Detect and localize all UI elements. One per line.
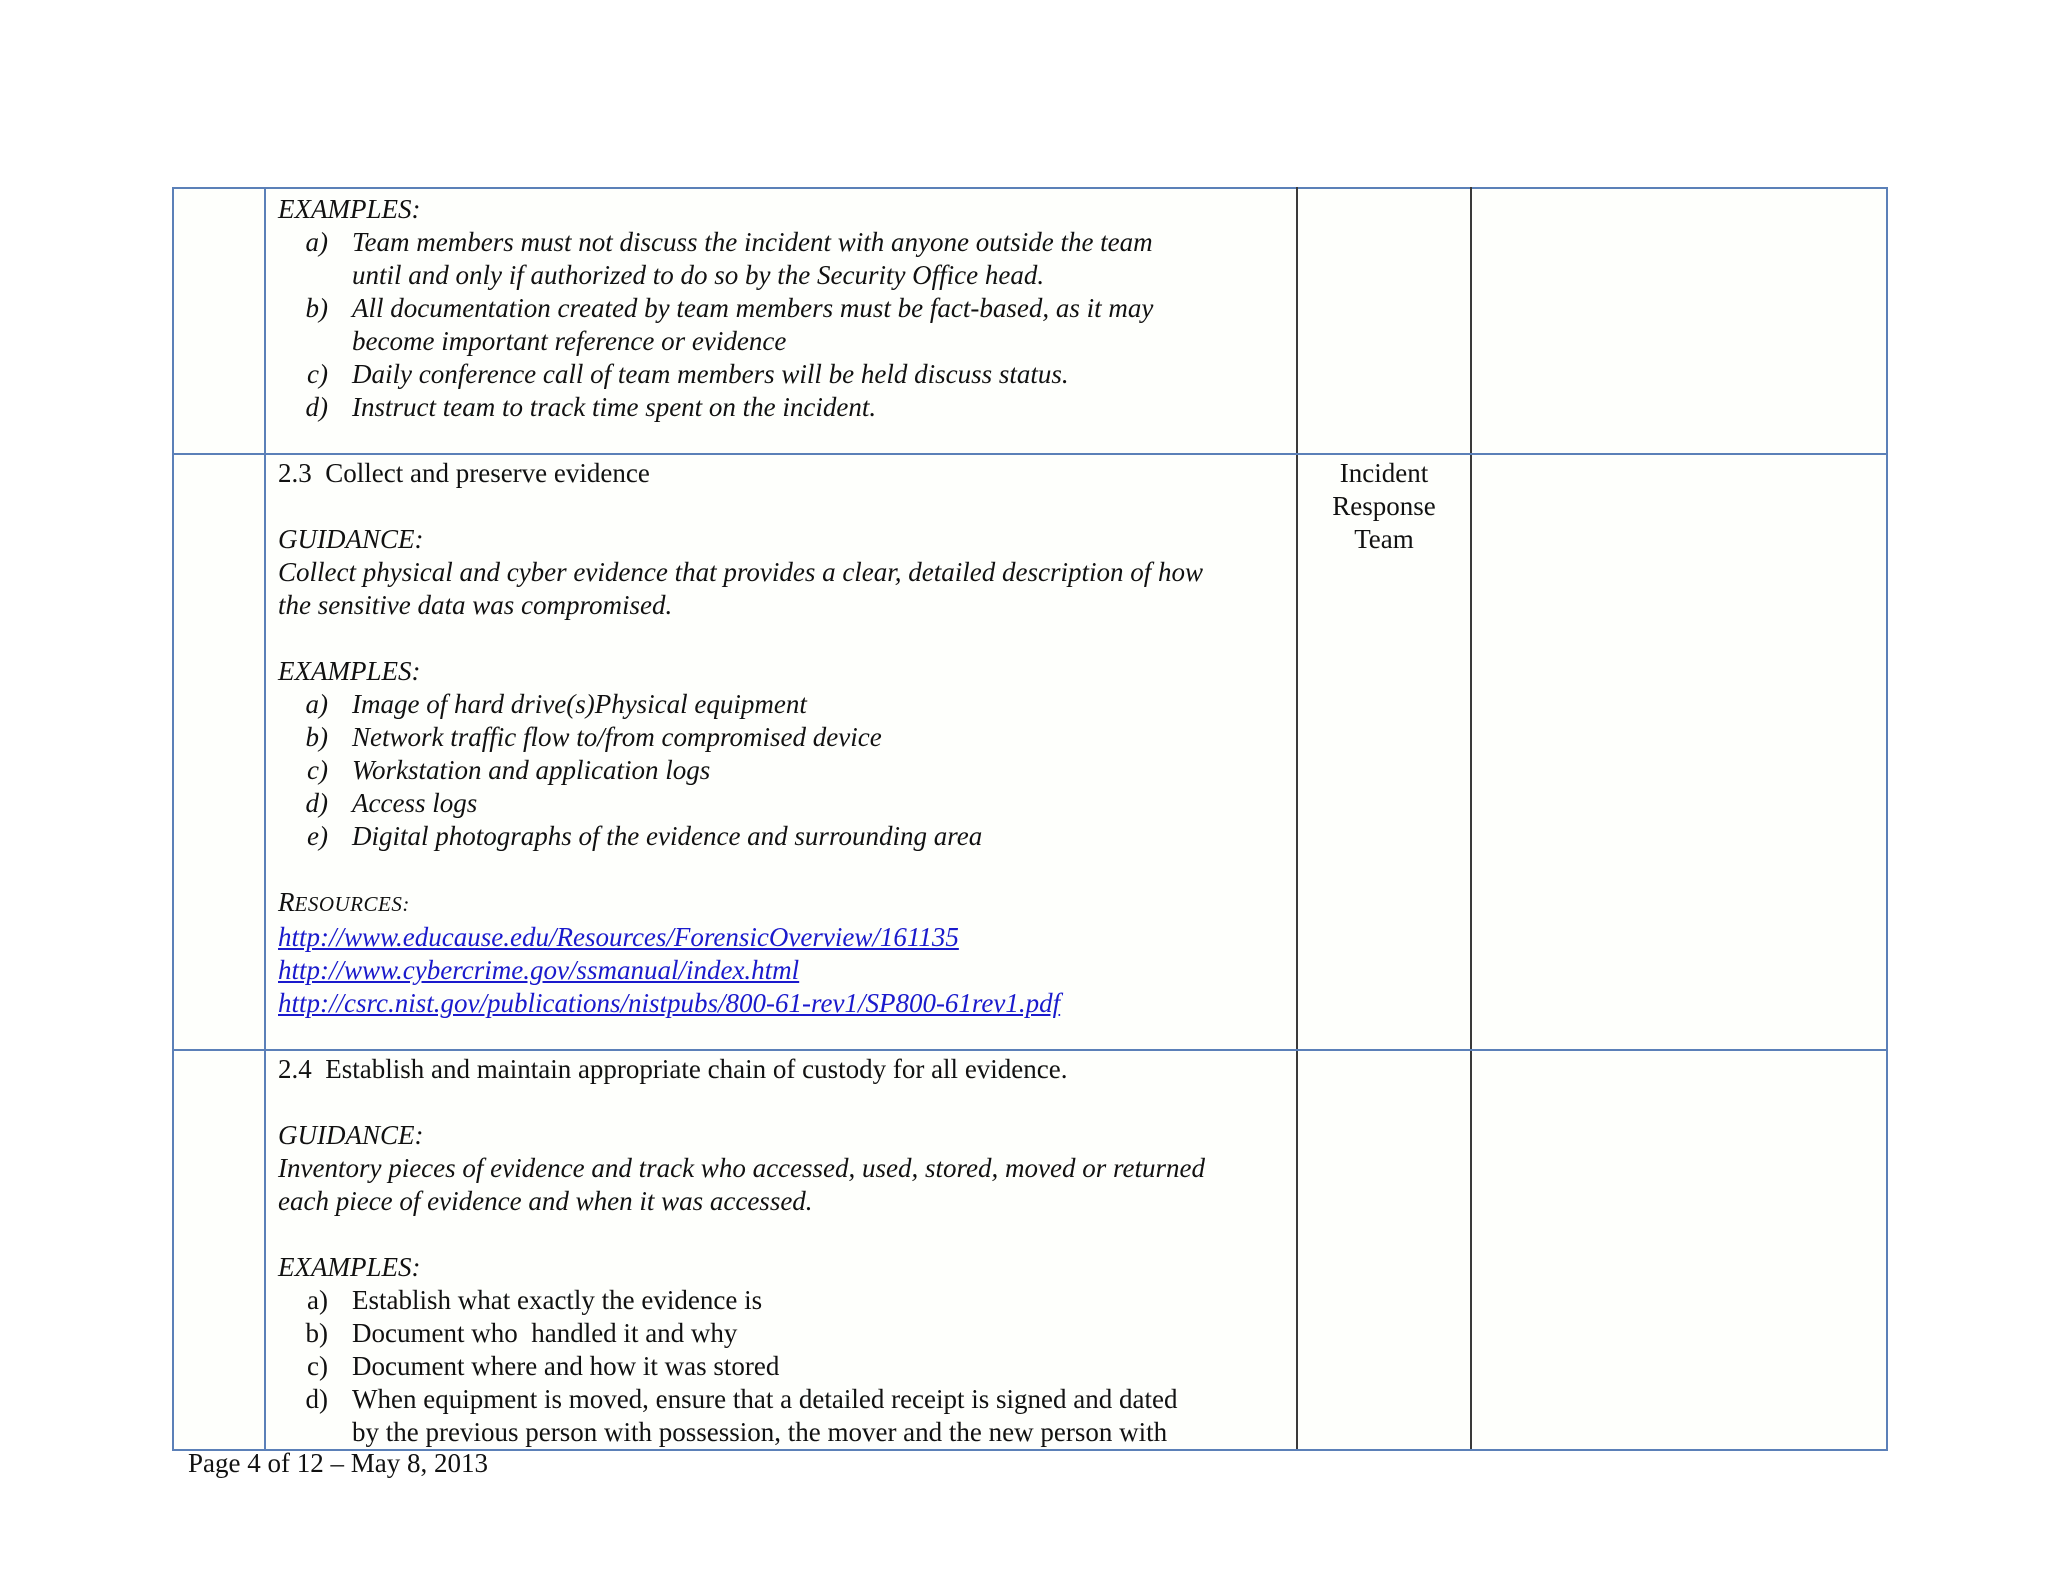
list-item-text: until and only if authorized to do so by the Security Office head. — [352, 260, 1045, 290]
list-item — [278, 226, 1276, 292]
list-item — [278, 358, 1276, 391]
list-item-text: Access logs — [352, 788, 478, 818]
step-title: Collect and preserve evidence — [325, 458, 650, 488]
list-item-text: Digital photographs of the evidence and surrounding area — [352, 821, 983, 851]
guidance-heading: GUIDANCE: — [278, 1120, 424, 1150]
notes-cell — [1471, 188, 1887, 454]
list-marker: b) — [305, 293, 328, 323]
resources-heading: RESOURCES: — [278, 887, 410, 917]
list-marker: b) — [305, 722, 328, 752]
notes-cell — [1471, 1050, 1887, 1450]
list-marker: a) — [307, 1285, 328, 1315]
table-row — [173, 188, 1887, 454]
list-marker: d) — [305, 1384, 328, 1414]
list-marker: e) — [307, 821, 328, 851]
examples-list — [278, 226, 1276, 424]
notes-cell — [1471, 454, 1887, 1050]
list-item — [278, 391, 1276, 424]
list-marker: d) — [305, 392, 328, 422]
guidance-heading: GUIDANCE: — [278, 524, 424, 554]
resource-link[interactable]: http://www.cybercrime.gov/ssmanual/index.html — [278, 955, 800, 985]
list-marker: d) — [305, 788, 328, 818]
responsible-cell — [1297, 1050, 1471, 1450]
guidance-text: Collect physical and cyber evidence that provides a clear, detailed description of how — [278, 557, 1204, 587]
resource-link[interactable]: http://www.educause.edu/Resources/ForensicOverview/161135 — [278, 922, 959, 952]
list-item-text: When equipment is moved, ensure that a detailed receipt is signed and dated — [352, 1384, 1178, 1414]
list-item-text: Team members must not discuss the incident with anyone outside the team — [352, 227, 1153, 257]
list-item — [278, 688, 1276, 721]
list-item-text: Document where and how it was stored — [352, 1351, 780, 1381]
responsible-text: Response — [1332, 491, 1436, 521]
list-item — [278, 1383, 1276, 1449]
list-item-text: Daily conference call of team members will be held discuss status. — [352, 359, 1069, 389]
step-number: 2.3 — [278, 458, 312, 488]
step-number-cell — [173, 1050, 265, 1450]
list-item-text: All documentation created by team members must be fact-based, as it may — [352, 293, 1154, 323]
examples-heading: EXAMPLES: — [278, 194, 421, 224]
guidance-text: the sensitive data was compromised. — [278, 590, 673, 620]
list-marker: a) — [305, 227, 328, 257]
responsible-cell — [1297, 454, 1471, 1050]
table-row — [173, 1050, 1887, 1450]
list-marker: b) — [305, 1318, 328, 1348]
guidance-text: Inventory pieces of evidence and track who accessed, used, stored, moved or returned — [278, 1153, 1205, 1183]
list-item-text: become important reference or evidence — [352, 326, 787, 356]
step-heading — [278, 1053, 1276, 1086]
list-item-text: Network traffic flow to/from compromised device — [352, 722, 882, 752]
step-description-cell — [265, 1050, 1297, 1450]
list-item — [278, 1284, 1276, 1317]
step-description-cell — [265, 454, 1297, 1050]
step-number-cell — [173, 454, 265, 1050]
list-item — [278, 787, 1276, 820]
responsible-text: Team — [1354, 524, 1414, 554]
table-row — [173, 454, 1887, 1050]
examples-list — [278, 688, 1276, 853]
list-item — [278, 1350, 1276, 1383]
list-item-text: by the previous person with possession, the mover and the new person with — [352, 1417, 1168, 1447]
list-item — [278, 820, 1276, 853]
resource-link[interactable]: http://csrc.nist.gov/publications/nistpubs/800-61-rev1/SP800-61rev1.pdf — [278, 988, 1061, 1018]
list-item-text: Instruct team to track time spent on the incident. — [352, 392, 877, 422]
step-number-cell — [173, 188, 265, 454]
examples-list — [278, 1284, 1276, 1449]
guidance-text: each piece of evidence and when it was accessed. — [278, 1186, 813, 1216]
list-item — [278, 1317, 1276, 1350]
list-marker: c) — [307, 1351, 328, 1381]
responsible-cell — [1297, 188, 1471, 454]
list-item — [278, 721, 1276, 754]
list-item-text: Image of hard drive(s)Physical equipment — [352, 689, 807, 719]
step-description-cell — [265, 188, 1297, 454]
list-item — [278, 754, 1276, 787]
step-heading — [278, 457, 1276, 490]
list-marker: a) — [305, 689, 328, 719]
list-item — [278, 292, 1276, 358]
list-item-text: Workstation and application logs — [352, 755, 711, 785]
examples-heading: EXAMPLES: — [278, 656, 421, 686]
examples-heading: EXAMPLES: — [278, 1252, 421, 1282]
responsible-text: Incident — [1339, 458, 1429, 488]
list-item-text: Establish what exactly the evidence is — [352, 1285, 763, 1315]
step-number: 2.4 — [278, 1054, 312, 1084]
procedure-table — [172, 187, 1888, 1451]
step-title: Establish and maintain appropriate chain of custody for all evidence. — [325, 1054, 1068, 1084]
list-marker: c) — [307, 359, 328, 389]
list-marker: c) — [307, 755, 328, 785]
list-item-text: Document who handled it and why — [352, 1318, 738, 1348]
page-footer: Page 4 of 12 – May 8, 2013 — [188, 1448, 488, 1478]
